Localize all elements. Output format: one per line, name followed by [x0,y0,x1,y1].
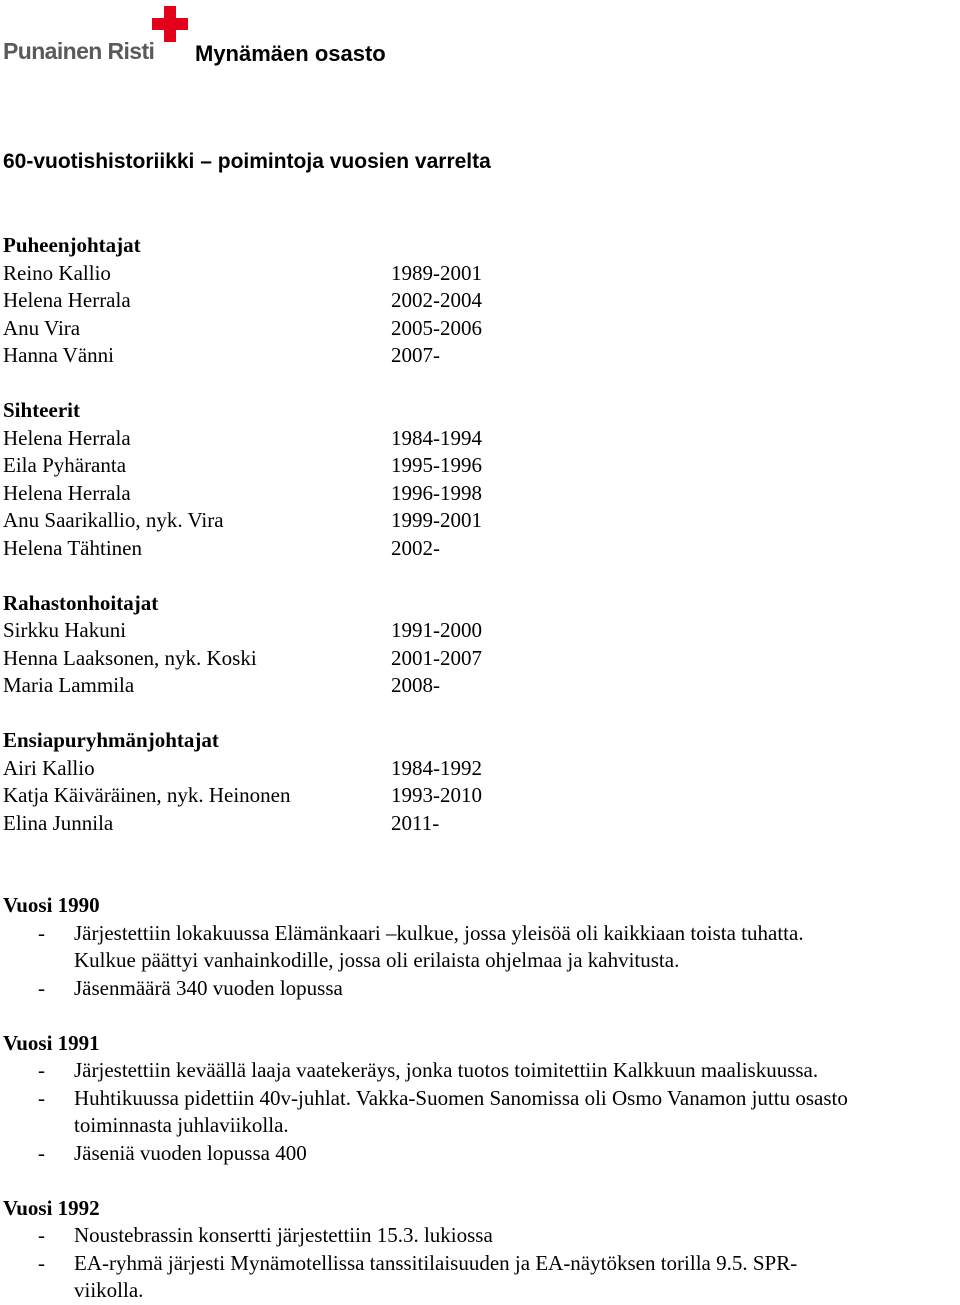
event-text: toiminnasta juhlaviikolla. [74,1113,289,1137]
event-item [3,1140,960,1168]
role-title: Ensiapuryhmänjohtajat [3,728,219,752]
person-years: 1995-1996 [391,453,482,477]
bullet-dash: - [38,975,45,1000]
role-title: Rahastonhoitajat [3,590,159,615]
person-name: Helena Herrala [3,425,131,450]
event-item [3,920,960,975]
event-text: Jäseniä vuoden lopussa 400 [74,1140,307,1165]
person-row [3,645,563,673]
officials-list [3,232,563,837]
person-row [3,755,563,783]
role-title: Puheenjohtajat [3,233,141,257]
person-name: Hanna Vänni [3,343,114,367]
role-section [3,232,563,370]
event-item [3,1222,960,1250]
year-heading: Vuosi 1991 [3,1030,100,1055]
event-text: Huhtikuussa pidettiin 40v-juhlat. Vakka-Suomen Sanomissa oli Osmo Vanamon juttu osasto [74,1085,848,1110]
person-row [3,535,563,563]
bullet-dash: - [38,1223,45,1247]
event-text: Kulkue päättyi vanhainkodille, jossa oli erilaista ohjelmaa ja kahvitusta. [74,948,680,972]
person-name: Anu Saarikallio, nyk. Vira [3,508,224,532]
person-row [3,672,563,700]
person-years: 2002-2004 [391,288,482,312]
person-name: Helena Tähtinen [3,535,142,560]
person-years: 1984-1994 [391,425,482,450]
person-row [3,810,563,838]
person-name: Sirkku Hakuni [3,618,127,642]
person-years: 2005-2006 [391,315,482,340]
person-name: Helena Herrala [3,480,131,505]
event-text: Jäsenmäärä 340 vuoden lopussa [74,975,343,1000]
person-row [3,782,563,810]
event-item [3,975,960,1003]
bullet-dash: - [38,1140,45,1165]
event-text: EA-ryhmä järjesti Mynämotellissa tanssitilaisuuden ja EA-näytöksen torilla 9.5. SPR- [74,1250,798,1275]
person-years: 2001-2007 [391,645,482,670]
person-row [3,452,563,480]
document-title: 60-vuotishistoriikki – poimintoja vuosien varrelta [3,150,491,173]
page-header [0,0,960,80]
person-name: Helena Herrala [3,288,131,312]
person-row [3,260,563,288]
event-item [3,1250,960,1305]
event-text: Järjestettiin lokakuussa Elämänkaari –kulkue, jossa yleisöä oli kaikkiaan toista tuhatta. [74,920,804,945]
bullet-dash: - [38,1250,45,1275]
year-section [3,1195,960,1305]
person-row [3,617,563,645]
person-row [3,342,563,370]
bullet-dash: - [38,1085,45,1110]
section-spacer [3,700,563,728]
section-spacer [3,1167,960,1195]
person-years: 1993-2010 [391,783,482,807]
red-cross-logo [0,0,195,70]
year-heading: Vuosi 1992 [3,1195,100,1220]
person-row [3,507,563,535]
bullet-dash: - [38,920,45,945]
event-text: viikolla. [74,1278,144,1302]
role-section [3,590,563,700]
person-name: Anu Vira [3,315,81,340]
bullet-dash: - [38,1058,45,1082]
person-years: 2011- [391,810,440,835]
person-years: 2007- [391,343,440,367]
yearly-highlights [3,892,960,1305]
year-section [3,892,960,1002]
person-years: 1984-1992 [391,755,482,780]
event-text: Noustebrassin konsertti järjestettiin 15.3. lukiossa [74,1223,493,1247]
section-spacer [3,562,563,590]
year-heading: Vuosi 1990 [3,893,100,917]
role-section [3,397,563,562]
person-years: 1996-1998 [391,480,482,505]
person-years: 1999-2001 [391,508,482,532]
person-name: Elina Junnila [3,810,114,835]
person-row [3,287,563,315]
section-spacer [3,370,563,398]
person-years: 2002- [391,535,440,560]
role-section [3,727,563,837]
person-years: 1991-2000 [391,618,482,642]
person-name: Katja Käiväräinen, nyk. Heinonen [3,783,291,807]
section-spacer [3,1002,960,1030]
event-item [3,1057,960,1085]
person-name: Eila Pyhäranta [3,453,127,477]
red-cross-icon [150,4,190,44]
person-name: Airi Kallio [3,755,95,780]
event-item [3,1085,960,1140]
person-row [3,480,563,508]
person-name: Reino Kallio [3,260,111,285]
person-row [3,425,563,453]
person-years: 1989-2001 [391,260,482,285]
organization-name: Mynämäen osasto [195,41,386,66]
person-years: 2008- [391,673,440,697]
year-section [3,1030,960,1168]
person-name: Henna Laaksonen, nyk. Koski [3,645,257,670]
event-text: Järjestettiin keväällä laaja vaatekeräys, jonka tuotos toimitettiin Kalkkuun maaliskuussa. [74,1058,819,1082]
logo-text: Punainen Risti [3,38,155,64]
role-title: Sihteerit [3,398,80,422]
person-row [3,315,563,343]
person-name: Maria Lammila [3,673,135,697]
